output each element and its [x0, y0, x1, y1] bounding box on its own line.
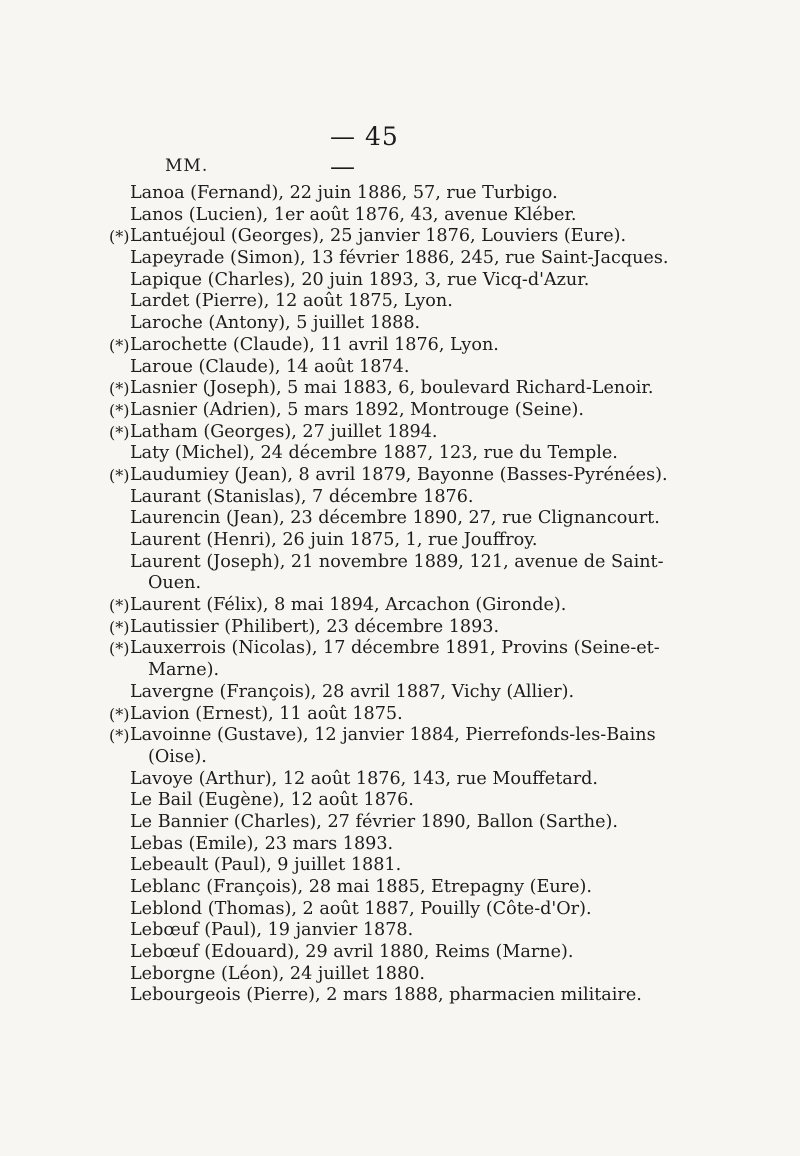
entry-line [0, 487, 800, 509]
entry-continuation-line [0, 747, 800, 769]
asterisk-marker: (*) [109, 639, 130, 659]
mm-heading: MM. [165, 156, 209, 176]
entry-line [0, 704, 800, 726]
entry-line [0, 357, 800, 379]
entry-text: Larochette (Claude), 11 avril 1876, Lyon. [130, 334, 499, 355]
entry-line [0, 443, 800, 465]
entry-text: Le Bail (Eugène), 12 août 1876. [130, 790, 414, 811]
entry-text: Lebœuf (Edouard), 29 avril 1880, Reims (Marne). [130, 942, 574, 963]
entry-text: Laurent (Henri), 26 juin 1875, 1, rue Jouffroy. [130, 530, 538, 550]
asterisk-marker: (*) [109, 596, 130, 616]
entry-line [0, 508, 800, 530]
entry-line [0, 226, 800, 248]
entry-text: Laudumiey (Jean), 8 avril 1879, Bayonne (Basses-Pyrénées). [130, 464, 668, 485]
entry-text: Lapique (Charles), 20 juin 1893, 3, rue Vicq-d'Azur. [130, 269, 590, 290]
asterisk-marker: (*) [109, 400, 130, 420]
entry-line [0, 378, 800, 400]
entry-line [0, 552, 800, 574]
entry-line [0, 920, 800, 942]
entry-line [0, 725, 800, 747]
entry-text: Latham (Georges), 27 juillet 1894. [130, 421, 438, 442]
entry-text: Le Bannier (Charles), 27 février 1890, Ballon (Sarthe). [130, 811, 619, 832]
entry-text: Lebourgeois (Pierre), 2 mars 1888, pharmacien militaire. [130, 985, 642, 1006]
entry-list [0, 183, 800, 1007]
entry-text: Laurant (Stanislas), 7 décembre 1876. [130, 486, 474, 507]
entry-text: Marne). [148, 660, 220, 681]
entry-line [0, 205, 800, 227]
entry-text: Laty (Michel), 24 décembre 1887, 123, rue du Temple. [130, 443, 618, 464]
entry-line [0, 682, 800, 704]
entry-continuation-line [0, 573, 800, 595]
entry-text: Lasnier (Adrien), 5 mars 1892, Montrouge (Seine). [130, 399, 584, 420]
asterisk-marker: (*) [109, 617, 130, 637]
entry-line [0, 422, 800, 444]
entry-line [0, 270, 800, 292]
entry-text: Lanoa (Fernand), 22 juin 1886, 57, rue Turbigo. [130, 183, 558, 203]
entry-line [0, 248, 800, 270]
entry-line [0, 595, 800, 617]
page-number: — 45 — [330, 122, 399, 181]
entry-text: Lanos (Lucien), 1er août 1876, 43, avenue Kléber. [130, 204, 577, 225]
asterisk-marker: (*) [109, 335, 130, 355]
entry-text: Lantuéjoul (Georges), 25 janvier 1876, Louviers (Eure). [130, 226, 627, 247]
entry-text: Laurent (Félix), 8 mai 1894, Arcachon (Gironde). [130, 595, 567, 616]
entry-line [0, 834, 800, 856]
entry-text: Lauxerrois (Nicolas), 17 décembre 1891, Provins (Seine-et- [130, 638, 660, 659]
entry-text: Leborgne (Léon), 24 juillet 1880. [130, 963, 425, 984]
entry-line [0, 964, 800, 986]
entry-line [0, 313, 800, 335]
asterisk-marker: (*) [109, 465, 130, 485]
entry-text: Lavoinne (Gustave), 12 janvier 1884, Pierrefonds-les-Bains [130, 725, 656, 746]
entry-line [0, 877, 800, 899]
asterisk-marker: (*) [109, 227, 130, 247]
entry-text: Lavoye (Arthur), 12 août 1876, 143, rue Mouffetard. [130, 768, 599, 789]
entry-text: Lardet (Pierre), 12 août 1875, Lyon. [130, 291, 453, 312]
asterisk-marker: (*) [109, 704, 130, 724]
asterisk-marker: (*) [109, 422, 130, 442]
entry-line [0, 530, 800, 552]
entry-text: Leblanc (François), 28 mai 1885, Etrepagny (Eure). [130, 877, 592, 897]
entry-text: Lapeyrade (Simon), 13 février 1886, 245, rue Saint-Jacques. [130, 248, 669, 269]
entry-text: Ouen. [148, 573, 202, 594]
entry-line [0, 617, 800, 639]
asterisk-marker: (*) [109, 726, 130, 746]
entry-line [0, 465, 800, 487]
entry-line [0, 769, 800, 791]
entry-line [0, 899, 800, 921]
entry-text: (Oise). [148, 746, 207, 767]
entry-text: Lavion (Ernest), 11 août 1875. [130, 703, 403, 724]
entry-text: Laurencin (Jean), 23 décembre 1890, 27, rue Clignancourt. [130, 508, 660, 529]
entry-line [0, 985, 800, 1007]
entry-line [0, 335, 800, 357]
entry-line [0, 942, 800, 964]
asterisk-marker: (*) [109, 379, 130, 399]
entry-line [0, 291, 800, 313]
entry-line [0, 638, 800, 660]
entry-line [0, 183, 800, 205]
entry-text: Laurent (Joseph), 21 novembre 1889, 121, avenue de Saint- [130, 551, 664, 572]
entry-text: Lebeault (Paul), 9 juillet 1881. [130, 855, 402, 876]
entry-text: Lavergne (François), 28 avril 1887, Vichy (Allier). [130, 681, 575, 702]
entry-text: Lebas (Emile), 23 mars 1893. [130, 833, 394, 854]
entry-text: Lasnier (Joseph), 5 mai 1883, 6, boulevard Richard-Lenoir. [130, 378, 654, 399]
entry-line [0, 812, 800, 834]
entry-line [0, 855, 800, 877]
entry-text: Lautissier (Philibert), 23 décembre 1893. [130, 616, 500, 637]
entry-line [0, 790, 800, 812]
entry-text: Laroue (Claude), 14 août 1874. [130, 356, 410, 377]
entry-line [0, 400, 800, 422]
entry-text: Leblond (Thomas), 2 août 1887, Pouilly (Côte-d'Or). [130, 898, 592, 919]
entry-text: Laroche (Antony), 5 juillet 1888. [130, 313, 421, 334]
entry-text: Lebœuf (Paul), 19 janvier 1878. [130, 920, 414, 941]
entry-continuation-line [0, 660, 800, 682]
